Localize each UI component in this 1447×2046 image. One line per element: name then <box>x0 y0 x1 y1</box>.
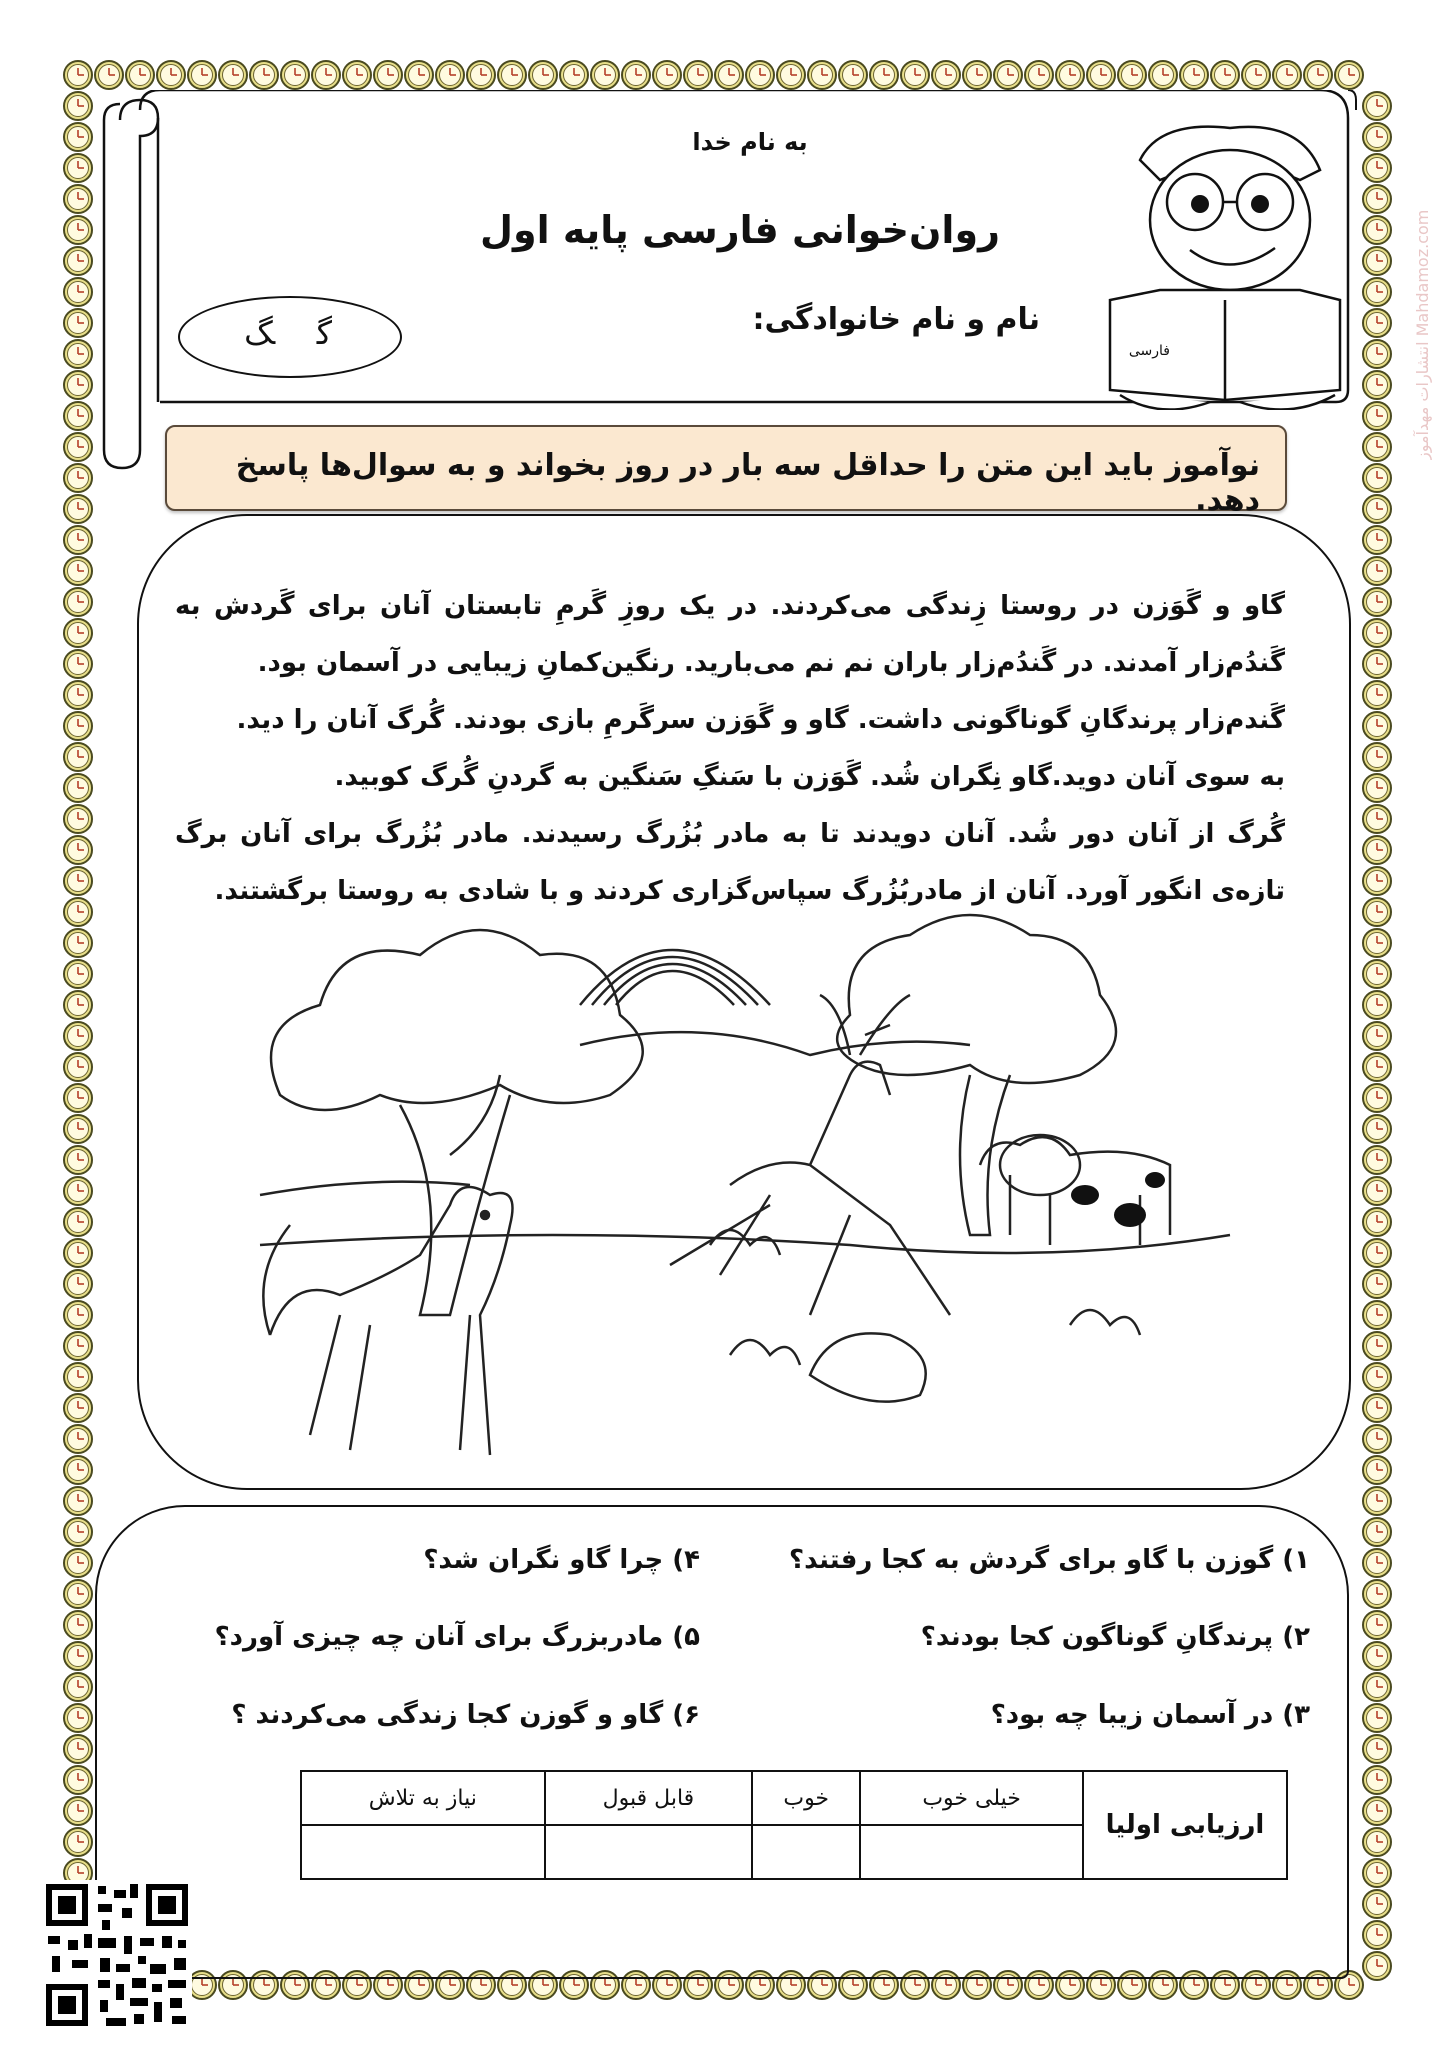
border-clock-icon <box>1363 991 1391 1019</box>
watermark-text: انتشارات مهدآموز Mahdamoz.com <box>1413 209 1432 460</box>
story-scene-illustration <box>250 895 1240 1475</box>
border-clock-icon <box>64 1301 92 1329</box>
border-clock-icon <box>64 92 92 120</box>
border-clock-icon <box>1363 1022 1391 1050</box>
border-clock-icon <box>1363 1580 1391 1608</box>
border-clock-icon <box>1363 588 1391 616</box>
border-clock-icon <box>1363 1115 1391 1143</box>
target-letters <box>178 314 398 352</box>
border-clock-icon <box>64 836 92 864</box>
border-clock-icon <box>1363 836 1391 864</box>
border-clock-icon <box>1025 61 1053 89</box>
question-2: ۲) پرندگانِ گوناگون کجا بودند؟ <box>920 1622 1310 1652</box>
border-clock-icon <box>64 1828 92 1856</box>
border-clock-icon <box>64 619 92 647</box>
border-clock-icon <box>1363 774 1391 802</box>
border-clock-icon <box>1363 1735 1391 1763</box>
border-clock-icon <box>64 402 92 430</box>
border-clock-icon <box>1363 619 1391 647</box>
level-needs-effort: نیاز به تلاش <box>301 1771 545 1825</box>
level-very-good: خیلی خوب <box>860 1771 1083 1825</box>
story-paragraph-4: گُرگ از آنان دور شُد. آنان دویدند تا به مادر بُزُرگ رسیدند. مادر بُزُرگ برای آنان برگ تازه‌ی انگور آورد. آنان از مادربُزُرگ سپاس‌گزاری کردند و با شادی به روستا برگشتند. <box>175 819 1285 906</box>
publisher-watermark <box>1408 100 1438 460</box>
border-clock-icon <box>622 61 650 89</box>
border-clock-icon <box>1363 650 1391 678</box>
border-clock-icon <box>64 1394 92 1422</box>
border-clock-icon <box>436 61 464 89</box>
border-clock-icon <box>1363 743 1391 771</box>
level-acceptable: قابل قبول <box>545 1771 753 1825</box>
border-clock-icon <box>1242 61 1270 89</box>
border-clock-icon <box>1363 1456 1391 1484</box>
border-clock-icon <box>64 1673 92 1701</box>
border-clock-icon <box>1335 61 1363 89</box>
story-text <box>175 578 1285 920</box>
border-clock-icon <box>64 61 92 89</box>
border-clock-icon <box>64 123 92 151</box>
border-clock-icon <box>64 433 92 461</box>
instruction-text: نوآموز باید این متن را حداقل سه بار در روز بخواند و به سوال‌ها پاسخ دهد. <box>235 448 1260 518</box>
border-clock-icon <box>1363 1549 1391 1577</box>
border-clock-icon <box>64 1177 92 1205</box>
border-clock-icon <box>1363 1146 1391 1174</box>
border-clock-icon <box>64 1239 92 1267</box>
mark-cell-acceptable[interactable] <box>545 1825 753 1879</box>
border-clock-icon <box>1363 1952 1391 1980</box>
mark-cell-very-good[interactable] <box>860 1825 1083 1879</box>
border-clock-icon <box>591 61 619 89</box>
mark-cell-good[interactable] <box>752 1825 860 1879</box>
border-clock-icon <box>64 1456 92 1484</box>
border-clock-icon <box>994 61 1022 89</box>
border-clock-icon <box>281 61 309 89</box>
border-clock-icon <box>839 61 867 89</box>
border-clock-icon <box>1363 1921 1391 1949</box>
border-clock-icon <box>219 61 247 89</box>
border-clock-icon <box>1363 1208 1391 1236</box>
border-clock-icon <box>1149 61 1177 89</box>
border-clock-icon <box>64 1208 92 1236</box>
border-clock-icon <box>64 743 92 771</box>
border-clock-icon <box>64 154 92 182</box>
border-clock-icon <box>64 991 92 1019</box>
border-clock-icon <box>188 61 216 89</box>
page-title: روان‌خوانی فارسی پایه اول <box>480 208 1000 252</box>
border-clock-icon <box>1363 1487 1391 1515</box>
border-clock-icon <box>932 61 960 89</box>
border-clock-icon <box>64 185 92 213</box>
border-clock-icon <box>1273 61 1301 89</box>
border-clock-icon <box>64 1270 92 1298</box>
border-clock-icon <box>64 929 92 957</box>
border-clock-icon <box>529 61 557 89</box>
border-clock-icon <box>498 61 526 89</box>
border-clock-icon <box>64 588 92 616</box>
border-clock-icon <box>1363 1673 1391 1701</box>
border-clock-icon <box>64 309 92 337</box>
border-clock-icon <box>64 526 92 554</box>
border-clock-icon <box>1363 1704 1391 1732</box>
border-clock-icon <box>684 61 712 89</box>
border-clock-icon <box>1363 557 1391 585</box>
story-paragraph-1: گاو و گَوَزن در روستا زِندگی می‌کردند. در یک روزِ گَرمِ تابستان آنان برای گَردش به گَندُم‌زار آمدند. در گَندُم‌زار باران نم نم می‌بارید. رنگین‌کمانِ زیبایی در آسمان بود. <box>175 591 1285 678</box>
border-clock-icon <box>870 61 898 89</box>
question-1: ۱) گوزن با گاو برای گردش به کجا رفتند؟ <box>789 1545 1310 1575</box>
border-clock-icon <box>1363 929 1391 957</box>
border-clock-icon <box>1211 61 1239 89</box>
border-clock-icon <box>64 1518 92 1546</box>
border-clock-icon <box>1118 61 1146 89</box>
student-name-label: نام و نام خانوادگی: <box>752 302 1040 337</box>
border-clock-icon <box>1363 1890 1391 1918</box>
border-clock-icon <box>64 371 92 399</box>
qr-code[interactable] <box>42 1880 192 2030</box>
border-clock-icon <box>126 61 154 89</box>
border-clock-icon <box>64 650 92 678</box>
border-clock-icon <box>653 61 681 89</box>
question-6: ۶) گاو و گوزن کجا زندگی می‌کردند ؟ <box>231 1700 700 1730</box>
letter-gaf-1: گ <box>316 314 332 352</box>
border-clock-icon <box>64 278 92 306</box>
border-clock-icon <box>1363 898 1391 926</box>
border-clock-icon <box>64 960 92 988</box>
book-cover-label: فارسی <box>1128 343 1170 359</box>
story-paragraph-2: گَندم‌زار پرندگانِ گوناگونی داشت. گاو و گَوَزن سرگَرمِ بازی بودند. گُرگ آنان را دید. <box>236 705 1285 735</box>
border-clock-icon <box>64 1425 92 1453</box>
border-clock-icon <box>1363 1425 1391 1453</box>
border-clock-icon <box>64 1115 92 1143</box>
border-clock-icon <box>560 61 588 89</box>
border-clock-icon <box>64 1797 92 1825</box>
border-clock-icon <box>1363 681 1391 709</box>
story-paragraph-3: به سوی آنان دوید.گاو نِگران شُد. گَوَزن با سَنگِ سَنگین به گردنِ گُرگ کوبید. <box>334 762 1285 792</box>
border-clock-icon <box>64 340 92 368</box>
border-clock-icon <box>901 61 929 89</box>
border-clock-icon <box>808 61 836 89</box>
border-clock-icon <box>715 61 743 89</box>
border-clock-icon <box>64 1022 92 1050</box>
questions-frame <box>95 1505 1349 1979</box>
border-clock-icon <box>1363 1270 1391 1298</box>
border-clock-icon <box>64 1766 92 1794</box>
question-5: ۵) مادربزرگ برای آنان چه چیزی آورد؟ <box>214 1622 700 1652</box>
parent-evaluation-table <box>300 1770 1288 1880</box>
border-clock-icon <box>1363 1332 1391 1360</box>
border-clock-icon <box>1363 526 1391 554</box>
border-clock-icon <box>64 1487 92 1515</box>
border-clock-icon <box>64 247 92 275</box>
border-clock-icon <box>64 1611 92 1639</box>
border-clock-icon <box>64 1363 92 1391</box>
border-clock-icon <box>1363 1518 1391 1546</box>
level-good: خوب <box>752 1771 860 1825</box>
border-clock-icon <box>64 464 92 492</box>
border-clock-icon <box>157 61 185 89</box>
border-clock-icon <box>64 1332 92 1360</box>
border-clock-icon <box>374 61 402 89</box>
border-clock-icon <box>64 898 92 926</box>
border-clock-icon <box>1363 712 1391 740</box>
border-clock-icon <box>963 61 991 89</box>
border-clock-icon <box>405 61 433 89</box>
border-clock-icon <box>1363 1239 1391 1267</box>
border-clock-icon <box>1363 960 1391 988</box>
border-clock-icon <box>64 1549 92 1577</box>
border-clock-icon <box>64 1053 92 1081</box>
border-clock-icon <box>312 61 340 89</box>
border-clock-icon <box>1087 61 1115 89</box>
letter-gaf-2: گ <box>244 314 273 352</box>
border-clock-icon <box>64 1642 92 1670</box>
question-4: ۴) چرا گاو نگران شد؟ <box>423 1545 700 1575</box>
border-clock-icon <box>64 805 92 833</box>
border-clock-icon <box>1363 1642 1391 1670</box>
border-clock-icon <box>1363 1859 1391 1887</box>
border-clock-icon <box>1363 1053 1391 1081</box>
border-clock-icon <box>64 1146 92 1174</box>
border-clock-icon <box>64 712 92 740</box>
border-clock-icon <box>1363 867 1391 895</box>
border-clock-icon <box>64 557 92 585</box>
evaluation-label: ارزیابی اولیا <box>1083 1771 1287 1879</box>
reading-boy-illustration <box>1100 120 1360 410</box>
border-clock-icon <box>64 774 92 802</box>
border-clock-icon <box>746 61 774 89</box>
border-clock-icon <box>343 61 371 89</box>
border-clock-icon <box>95 61 123 89</box>
border-clock-icon <box>777 61 805 89</box>
border-clock-icon <box>1363 1394 1391 1422</box>
border-clock-icon <box>1363 1766 1391 1794</box>
border-clock-icon <box>64 1704 92 1732</box>
border-clock-icon <box>250 61 278 89</box>
border-clock-icon <box>1363 495 1391 523</box>
border-clock-icon <box>1180 61 1208 89</box>
border-clock-icon <box>1056 61 1084 89</box>
question-3: ۳) در آسمان زیبا چه بود؟ <box>990 1700 1310 1730</box>
border-clock-icon <box>64 495 92 523</box>
border-clock-icon <box>1304 61 1332 89</box>
border-clock-icon <box>1363 1611 1391 1639</box>
border-clock-icon <box>64 867 92 895</box>
border-clock-icon <box>64 216 92 244</box>
border-clock-icon <box>1363 1363 1391 1391</box>
border-clock-icon <box>64 1084 92 1112</box>
border-clock-icon <box>1363 1177 1391 1205</box>
border-clock-icon <box>1363 1084 1391 1112</box>
border-clock-icon <box>1363 805 1391 833</box>
border-clock-icon <box>64 681 92 709</box>
mark-cell-needs-effort[interactable] <box>301 1825 545 1879</box>
border-clock-icon <box>64 1735 92 1763</box>
border-clock-icon <box>1363 1828 1391 1856</box>
border-clock-icon <box>467 61 495 89</box>
border-clock-icon <box>1363 1797 1391 1825</box>
border-clock-icon <box>1363 1301 1391 1329</box>
bismillah-heading: به نام خدا <box>692 128 808 156</box>
border-clock-icon <box>64 1580 92 1608</box>
